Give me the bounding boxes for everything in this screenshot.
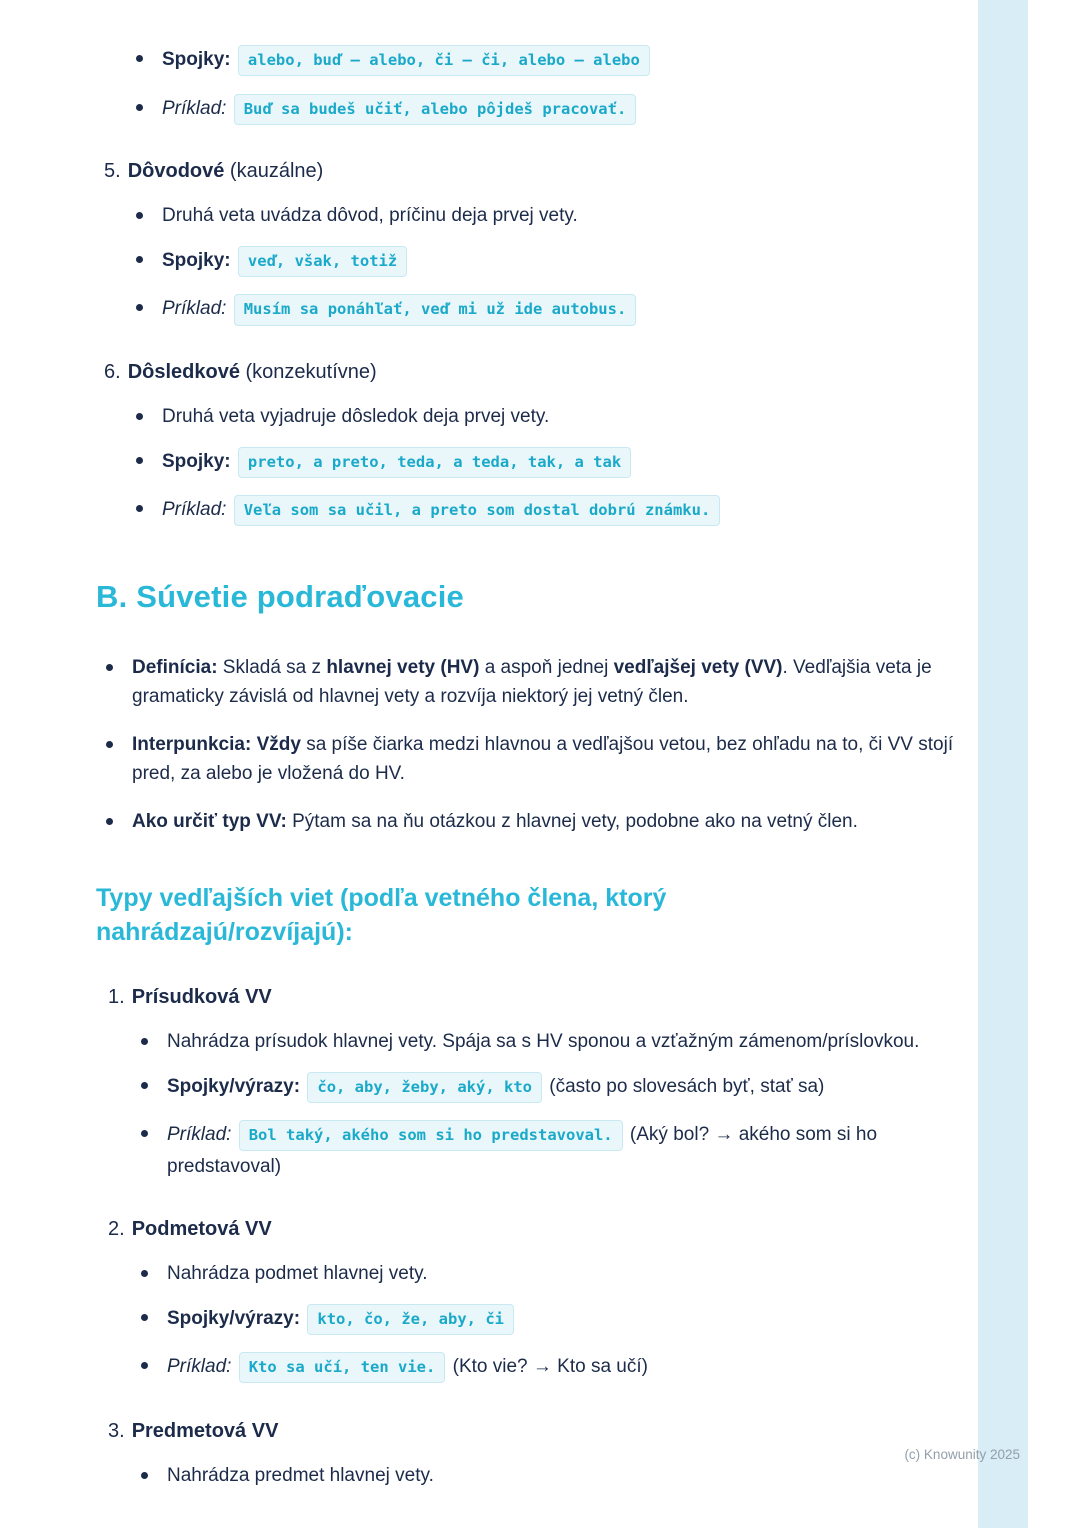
section-number: 6. [104, 360, 121, 383]
definicia-seg: Skladá sa z [217, 657, 327, 679]
bullet-dot [141, 1472, 148, 1479]
type-3-predmetova [96, 1416, 956, 1490]
notes-content [96, 44, 956, 1506]
definicia-vv: vedľajšej vety (VV) [613, 657, 783, 679]
bullet-dot [141, 1362, 148, 1369]
description-text: Druhá veta uvádza dôvod, príčinu deja prvej vety. [162, 205, 578, 227]
bullet-dot [141, 1270, 148, 1277]
priklad-label: Príklad: [162, 98, 227, 120]
interpunkcia-bullet [106, 730, 956, 789]
type-title: Prísudková VV [131, 985, 272, 1008]
priklad-bullet [141, 1351, 956, 1384]
priklad-line [162, 293, 638, 326]
section-title: Dôsledkové [127, 360, 240, 383]
spojky-bullet [136, 44, 956, 77]
conjunctions-code: alebo, buď – alebo, či – či, alebo – alebo [238, 45, 650, 76]
priklad-line [167, 1351, 648, 1384]
section-b [96, 653, 956, 1491]
description-text: Nahrádza prísudok hlavnej vety. Spája sa s HV sponou a vzťažným zámenom/príslovkou. [167, 1030, 920, 1052]
priklad-line [162, 93, 638, 126]
bullet-dot [136, 457, 143, 464]
spojky-line [162, 446, 633, 479]
spojky-label: Spojky: [162, 250, 231, 272]
interpunkcia-text [132, 730, 956, 789]
example-code: Buď sa budeš učiť, alebo pôjdeš pracovať. [234, 94, 637, 125]
spojky-line [162, 44, 652, 77]
priklad-label: Príklad: [167, 1356, 232, 1378]
type-title: Predmetová VV [131, 1420, 279, 1443]
description-bullet [141, 1259, 956, 1288]
priklad-bullet [136, 293, 956, 326]
priklad-line [167, 1119, 956, 1181]
definicia-label: Definícia: [132, 657, 218, 679]
ako-urcit-bullet [106, 807, 956, 836]
section-5-dovodove [96, 156, 956, 326]
spojky-label: Spojky/výrazy: [167, 1308, 301, 1330]
type-number: 3. [108, 1420, 125, 1443]
bullet-dot [106, 664, 113, 671]
conjunctions-code: veď, však, totiž [238, 246, 407, 277]
ako-urcit-text [132, 807, 858, 836]
section-6-dosledkove [96, 357, 956, 527]
bullet-dot [136, 413, 143, 420]
bullet-dot [136, 256, 143, 263]
description-text: Nahrádza predmet hlavnej vety. [167, 1465, 434, 1487]
description-bullet [141, 1461, 956, 1490]
type-1-prisudkova [96, 982, 956, 1182]
spojky-label: Spojky/výrazy: [167, 1076, 301, 1098]
conjunctions-code: preto, a preto, teda, a teda, tak, a tak [238, 447, 631, 478]
section-title-line [104, 156, 956, 187]
bullet-dot [136, 304, 143, 311]
spojky-bullet [136, 446, 956, 479]
section-b-heading: B. Súvetie podraďovacie [96, 578, 465, 614]
type-title-line [108, 1214, 956, 1245]
section-title: Dôvodové [127, 160, 225, 183]
spojky-line [167, 1071, 824, 1104]
bullet-dot [141, 1130, 148, 1137]
description-text: Nahrádza podmet hlavnej vety. [167, 1262, 428, 1284]
spojky-label: Spojky: [162, 49, 231, 70]
description-bullet [136, 201, 956, 230]
ako-urcit-seg: Pýtam sa na ňu otázkou z hlavnej vety, podobne ako na vetný člen. [286, 810, 858, 832]
bullet-dot [141, 1314, 148, 1321]
type-number: 2. [108, 1217, 125, 1240]
description-bullet [136, 402, 956, 431]
priklad-bullet [141, 1119, 956, 1181]
priklad-line [162, 494, 722, 527]
example-code: Kto sa učí, ten vie. [239, 1352, 446, 1383]
spojky-bullet [141, 1303, 956, 1336]
definicia-seg: . Vedľajšia veta je gramaticky závislá od hlavnej vety a rozvíja niektorý jej vetný člen. [132, 657, 932, 708]
type-title: Podmetová VV [131, 1217, 272, 1240]
example-code: Veľa som sa učil, a preto som dostal dobrú známku. [234, 495, 721, 526]
copyright-footer: (c) Knowunity 2025 [904, 1447, 1020, 1462]
section-title-suffix: (kauzálne) [224, 160, 324, 183]
type-2-podmetova [96, 1214, 956, 1384]
bullet-dot [106, 818, 113, 825]
priklad-bullet [136, 494, 956, 527]
coordination-tail [96, 44, 956, 527]
bullet-dot [106, 741, 113, 748]
priklad-bullet [136, 93, 956, 126]
types-subheading: Typy vedľajších viet (podľa vetného člena, ktorý nahrádzajú/rozvíjajú): [96, 884, 667, 946]
page-edge-stripe [978, 0, 1028, 1528]
spojky-suffix: (často po slovesách byť, stať sa) [544, 1076, 825, 1098]
priklad-suffix: (Aký bol? → akého som si ho predstavoval) [167, 1124, 878, 1178]
definicia-text [132, 653, 956, 712]
type-title-line [108, 1416, 956, 1447]
priklad-label: Príklad: [162, 298, 227, 320]
definicia-seg: a aspoň jednej [479, 657, 614, 679]
example-code: Bol taký, akého som si ho predstavoval. [239, 1120, 623, 1151]
interpunkcia-label: Interpunkcia: Vždy [132, 733, 301, 755]
conjunctions-code: kto, čo, že, aby, či [307, 1304, 514, 1335]
bullet-dot [136, 505, 143, 512]
priklad-suffix: (Kto vie? → Kto sa učí) [447, 1356, 648, 1378]
description-bullet [141, 1027, 956, 1056]
section-title-suffix: (konzekutívne) [239, 360, 377, 383]
bullet-dot [141, 1082, 148, 1089]
spojky-bullet [141, 1071, 956, 1104]
section-title-line [104, 357, 956, 388]
priklad-label: Príklad: [162, 498, 227, 520]
section-number: 5. [104, 160, 121, 183]
type-title-line [108, 982, 956, 1013]
ako-urcit-label: Ako určiť typ VV: [132, 810, 287, 832]
interpunkcia-seg: sa píše čiarka medzi hlavnou a vedľajšou vetou, bez ohľadu na to, či VV stojí pred, za alebo je vložená do HV. [132, 733, 954, 785]
example-code: Musím sa ponáhľať, veď mi už ide autobus. [234, 294, 637, 325]
bullet-dot [141, 1038, 148, 1045]
bullet-dot [136, 212, 143, 219]
definicia-bullet [106, 653, 956, 712]
definicia-hv: hlavnej vety (HV) [326, 657, 480, 679]
type-number: 1. [108, 985, 125, 1008]
conjunctions-code: čo, aby, žeby, aký, kto [307, 1072, 542, 1103]
description-text: Druhá veta vyjadruje dôsledok deja prvej vety. [162, 405, 550, 427]
spojky-line [167, 1303, 516, 1336]
bullet-dot [136, 104, 143, 111]
spojky-line [162, 245, 409, 278]
spojky-bullet [136, 245, 956, 278]
bullet-dot [136, 55, 143, 62]
spojky-label: Spojky: [162, 450, 231, 472]
priklad-label: Príklad: [167, 1124, 232, 1146]
